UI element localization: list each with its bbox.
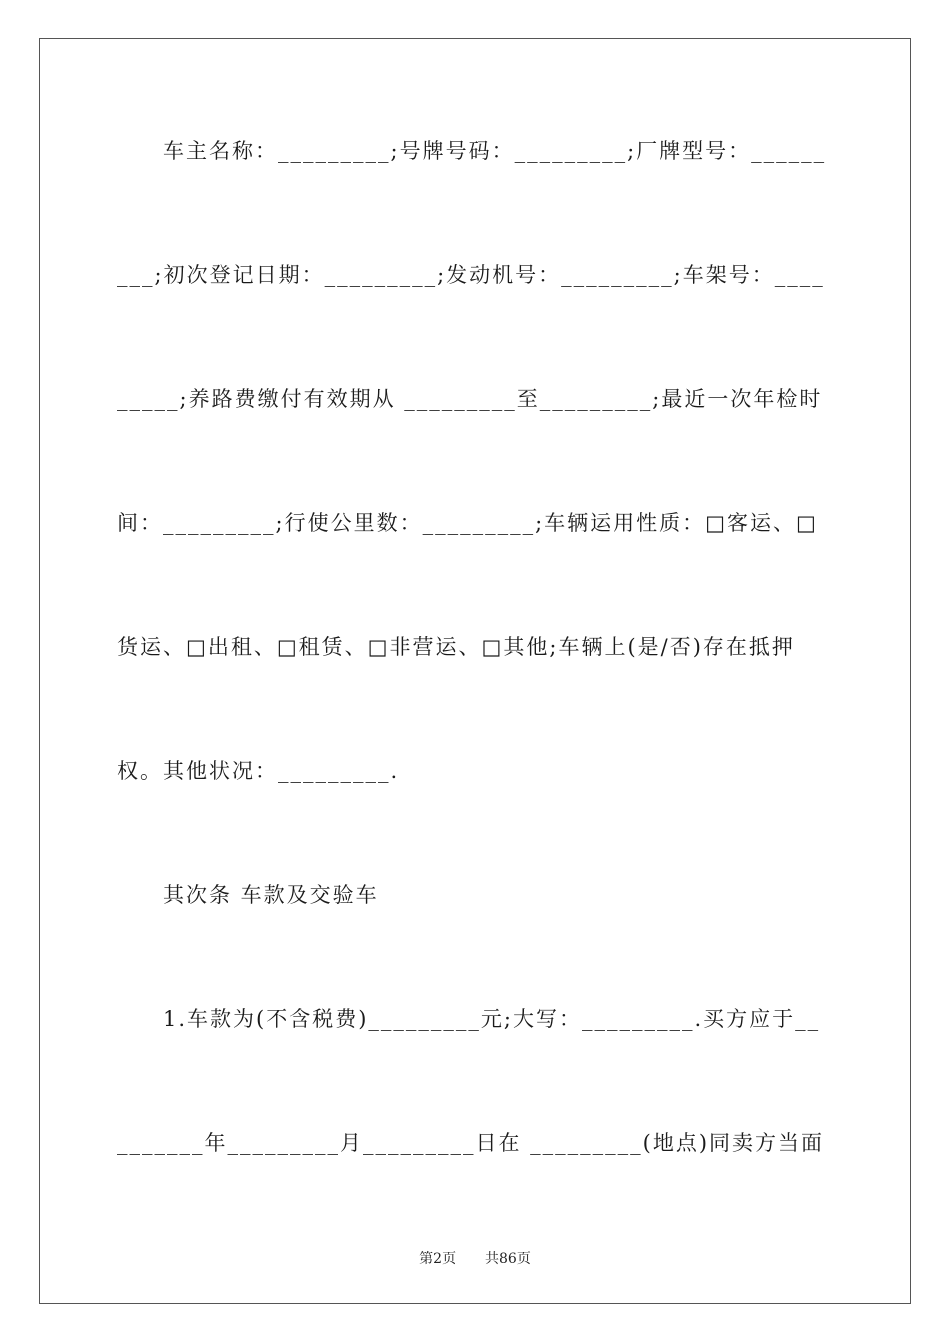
page-footer [0, 1248, 950, 1268]
text-line-4: 间：_________;行使公里数：_________;车辆运用性质：□客运、□ [117, 511, 818, 535]
text-line-2: ___;初次登记日期：_________;发动机号：_________;车架号：____ [117, 263, 825, 287]
text-line-1: 车主名称：_________;号牌号码：_________;厂牌型号：______ [117, 139, 827, 163]
text-line-3: _____;养路费缴付有效期从 _________至_________;最近一次年检时 [117, 387, 823, 411]
text-line-8: 1.车款为(不含税费)_________元;大写：_________.买方应于__ [117, 1007, 821, 1031]
text-line-9: _______年_________月_________日在 _________(地点)同卖方当面 [117, 1131, 825, 1155]
page-border [39, 38, 911, 1304]
page-number: 第2页 [419, 1251, 457, 1267]
text-line-5: 货运、□出租、□租赁、□非营运、□其他;车辆上(是/否)存在抵押 [117, 635, 795, 659]
text-line-6: 权。其他状况：_________. [117, 759, 400, 783]
page-total: 共86页 [485, 1251, 531, 1267]
section-heading: 其次条 车款及交验车 [117, 883, 379, 907]
